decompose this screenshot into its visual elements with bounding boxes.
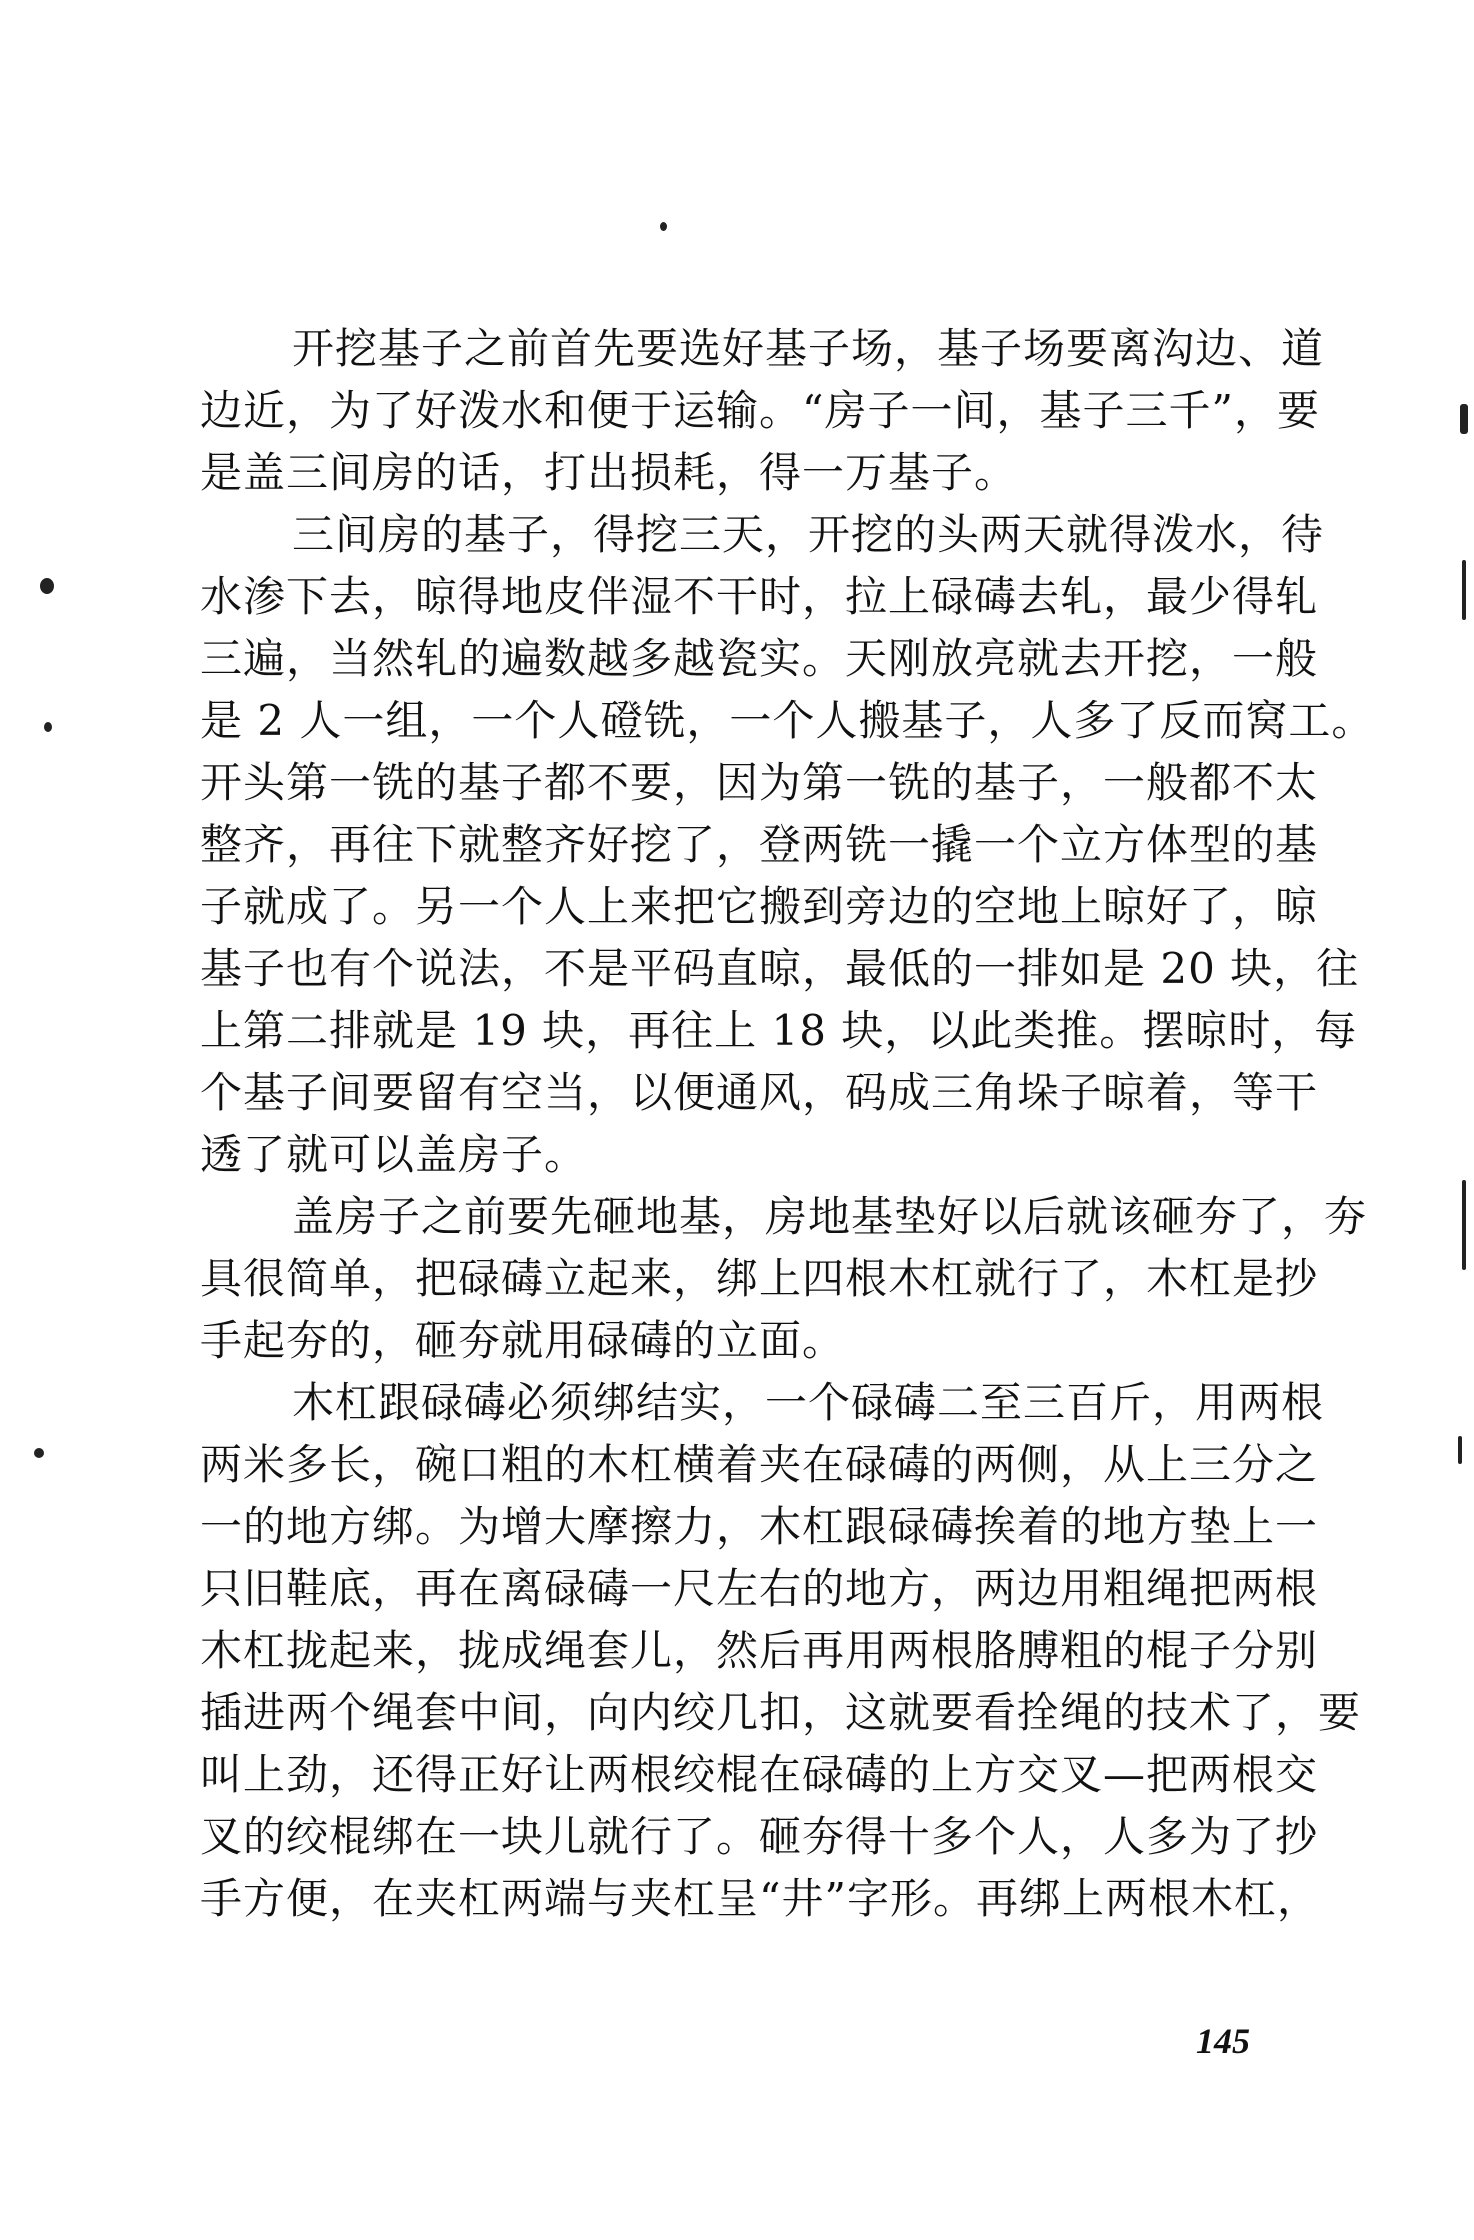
- text-line: 透了就可以盖房子。: [200, 1130, 588, 1179]
- text-line: 木杠跟碌碡必须绑结实，一个碌碡二至三百斤，用两根: [292, 1378, 1325, 1427]
- text-line: 木杠拢起来，拢成绳套儿，然后再用两根胳膊粗的棍子分别: [200, 1626, 1319, 1675]
- text-line: 手方便，在夹杠两端与夹杠呈“井”字形。再绑上两根木杠，: [200, 1874, 1320, 1923]
- text-line: 水渗下去，晾得地皮伴湿不干时，拉上碌碡去轧，最少得轧: [200, 572, 1319, 621]
- text-line: 手起夯的，砸夯就用碌碡的立面。: [200, 1316, 846, 1365]
- text-line: 三间房的基子，得挖三天，开挖的头两天就得泼水，待: [292, 510, 1325, 559]
- text-line: 开头第一铣的基子都不要，因为第一铣的基子，一般都不太: [200, 758, 1319, 807]
- text-line: 三遍，当然轧的遍数越多越瓷实。天刚放亮就去开挖，一般: [200, 634, 1319, 683]
- scan-speck: [44, 722, 52, 732]
- scan-speck: [34, 1448, 44, 1458]
- text-line: 插进两个绳套中间，向内绞几扣，这就要看拴绳的技术了，要: [200, 1688, 1362, 1737]
- scan-speck: [660, 222, 667, 231]
- scan-speck: [1462, 560, 1466, 620]
- text-line: 具很简单，把碌碡立起来，绑上四根木杠就行了，木杠是抄: [200, 1254, 1319, 1303]
- scan-speck: [40, 578, 54, 594]
- text-line: 个基子间要留有空当，以便通风，码成三角垛子晾着，等干: [200, 1068, 1319, 1117]
- text-line: 叫上劲，还得正好让两根绞棍在碌碡的上方交叉—把两根交: [200, 1750, 1319, 1799]
- text-line: 叉的绞棍绑在一块儿就行了。砸夯得十多个人，人多为了抄: [200, 1812, 1319, 1861]
- text-line: 上第二排就是 19 块，再往上 18 块，以此类推。摆晾时，每: [200, 1006, 1358, 1055]
- text-line: 两米多长，碗口粗的木杠横着夹在碌碡的两侧，从上三分之: [200, 1440, 1319, 1489]
- scan-speck: [1460, 404, 1468, 434]
- body-text: [200, 318, 1375, 1930]
- text-line: 是盖三间房的话，打出损耗，得一万基子。: [200, 448, 1018, 497]
- page-number: 145: [1196, 2021, 1250, 2061]
- scan-speck: [1458, 1436, 1462, 1464]
- text-line: 整齐，再往下就整齐好挖了，登两铣一撬一个立方体型的基: [200, 820, 1319, 869]
- text-line: 一的地方绑。为增大摩擦力，木杠跟碌碡挨着的地方垫上一: [200, 1502, 1319, 1551]
- text-line: 是 2 人一组，一个人磴铣，一个人搬基子，人多了反而窝工。: [200, 696, 1375, 745]
- text-line: 边近，为了好泼水和便于运输。“房子一间，基子三千”，要: [200, 386, 1320, 435]
- text-line: 开挖基子之前首先要选好基子场，基子场要离沟边、道: [292, 324, 1325, 373]
- text-line: 只旧鞋底，再在离碌碡一尺左右的地方，两边用粗绳把两根: [200, 1564, 1319, 1613]
- text-line: 子就成了。另一个人上来把它搬到旁边的空地上晾好了，晾: [200, 882, 1319, 931]
- scan-speck: [1462, 1180, 1466, 1270]
- text-line: 基子也有个说法，不是平码直晾，最低的一排如是 20 块，往: [200, 944, 1360, 993]
- text-line: 盖房子之前要先砸地基，房地基垫好以后就该砸夯了，夯: [292, 1192, 1368, 1241]
